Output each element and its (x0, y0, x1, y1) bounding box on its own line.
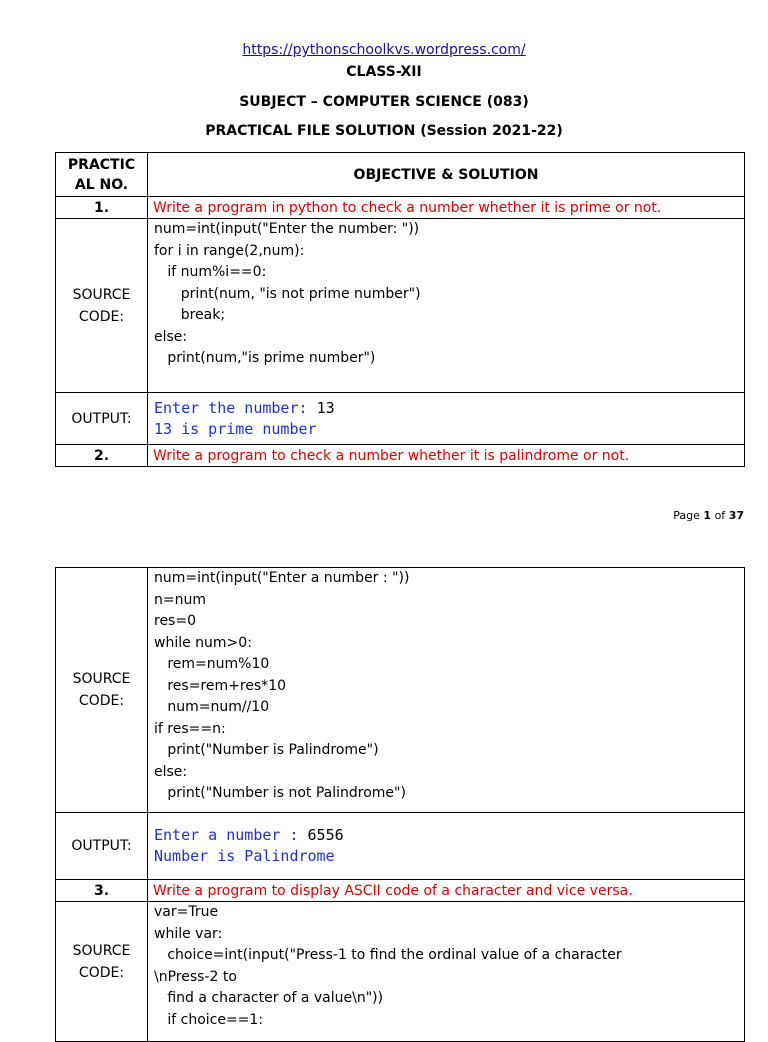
practical-2-objective-row (56, 445, 745, 467)
source-label-line2: CODE: (78, 965, 125, 981)
code-line: for i in range(2,num): (154, 242, 305, 259)
code-line: res=rem+res*10 (154, 677, 287, 694)
code-line: if choice==1: (154, 1011, 264, 1028)
page-word: Page (673, 509, 700, 522)
practical-1-objective: Write a program in python to check a number whether it is prime or not. (148, 197, 745, 219)
code-line: rem=num%10 (154, 656, 270, 672)
code-line: print(num, "is not prime number") (154, 285, 421, 302)
source-label-line2: CODE: (78, 693, 125, 709)
source-code-label (56, 568, 148, 813)
source-label-line1: SOURCE (72, 286, 131, 303)
output-value: 13 (316, 398, 335, 417)
practical-no-header-line1: PRACTIC (67, 156, 136, 173)
page-number-footer (673, 509, 744, 522)
code-line: \nPress-2 to (154, 968, 237, 985)
output-line-2: 13 is prime number (154, 419, 317, 438)
code-line: res=0 (154, 613, 196, 629)
code-line: break; (154, 307, 226, 323)
code-line: num=int(input("Enter the number: ")) (154, 221, 420, 237)
code-line: print("Number is Palindrome") (154, 742, 379, 758)
practical-1-source-row (56, 219, 745, 393)
objective-header: OBJECTIVE & SOLUTION (148, 153, 745, 197)
practical-2-output (148, 813, 745, 880)
page-gap (0, 545, 768, 567)
code-line: if num%i==0: (154, 264, 267, 280)
output-line-2: Number is Palindrome (154, 847, 335, 865)
practical-3-objective: Write a program to display ASCII code of a character and vice versa. (148, 880, 745, 902)
code-line: print(num,"is prime number") (154, 350, 376, 366)
practical-2-objective: Write a program to check a number whether it is palindrome or not. (148, 445, 745, 467)
practical-table-page2 (55, 567, 745, 1042)
page-total: 37 (728, 509, 744, 522)
practical-no-header (56, 153, 148, 197)
practical-1-output-row (56, 393, 745, 445)
output-prompt: Enter a number : (154, 826, 308, 844)
page-current: 1 (703, 509, 712, 522)
header-url-link[interactable]: https://pythonschoolkvs.wordpress.com/ (242, 42, 526, 58)
practical-3-code (148, 902, 745, 1042)
output-line-1 (154, 398, 744, 419)
code-line: else: (154, 328, 188, 345)
subject-heading: SUBJECT – COMPUTER SCIENCE (083) (239, 94, 529, 110)
output-label: OUTPUT: (56, 813, 148, 880)
source-label-line1: SOURCE (72, 671, 131, 687)
output-line-1 (154, 825, 744, 846)
source-label-line1: SOURCE (72, 943, 131, 959)
code-line: if res==n: (154, 720, 226, 737)
code-line: else: (154, 763, 188, 780)
code-line: while var: (154, 925, 223, 942)
code-line: num=num//10 (154, 699, 270, 715)
practical-3-number: 3. (56, 880, 148, 902)
practical-1-output (148, 393, 745, 445)
practical-2-code (148, 568, 745, 813)
source-code-label (56, 219, 148, 393)
code-line: choice=int(input("Press-1 to find the ordinal value of a character (154, 947, 622, 963)
source-label-line2: CODE: (78, 308, 125, 325)
code-line: while num>0: (154, 634, 252, 651)
table-header-row (56, 153, 745, 197)
output-label: OUTPUT: (56, 393, 148, 445)
code-line: num=int(input("Enter a number : ")) (154, 570, 410, 586)
practical-no-header-line2: AL NO. (74, 176, 129, 193)
practical-3-objective-row (56, 880, 745, 902)
code-line: find a character of a value\n")) (154, 990, 384, 1006)
code-line: n=num (154, 591, 206, 608)
document-title: PRACTICAL FILE SOLUTION (Session 2021-22) (205, 123, 563, 139)
code-line: var=True (154, 904, 219, 920)
code-line: print("Number is not Palindrome") (154, 785, 406, 801)
output-prompt: Enter the number: (154, 398, 317, 417)
practical-2-number: 2. (56, 445, 148, 467)
practical-1-code (148, 219, 745, 393)
output-value: 6556 (307, 826, 344, 844)
page-2 (0, 567, 768, 1037)
practical-2-output-row (56, 813, 745, 880)
practical-3-source-row (56, 902, 745, 1042)
of-word: of (714, 509, 726, 522)
practical-table-page1 (55, 152, 745, 467)
class-heading: CLASS-XII (346, 64, 422, 80)
practical-1-number: 1. (56, 197, 148, 219)
practical-1-objective-row (56, 197, 745, 219)
source-code-label (56, 902, 148, 1042)
practical-2-source-row (56, 568, 745, 813)
